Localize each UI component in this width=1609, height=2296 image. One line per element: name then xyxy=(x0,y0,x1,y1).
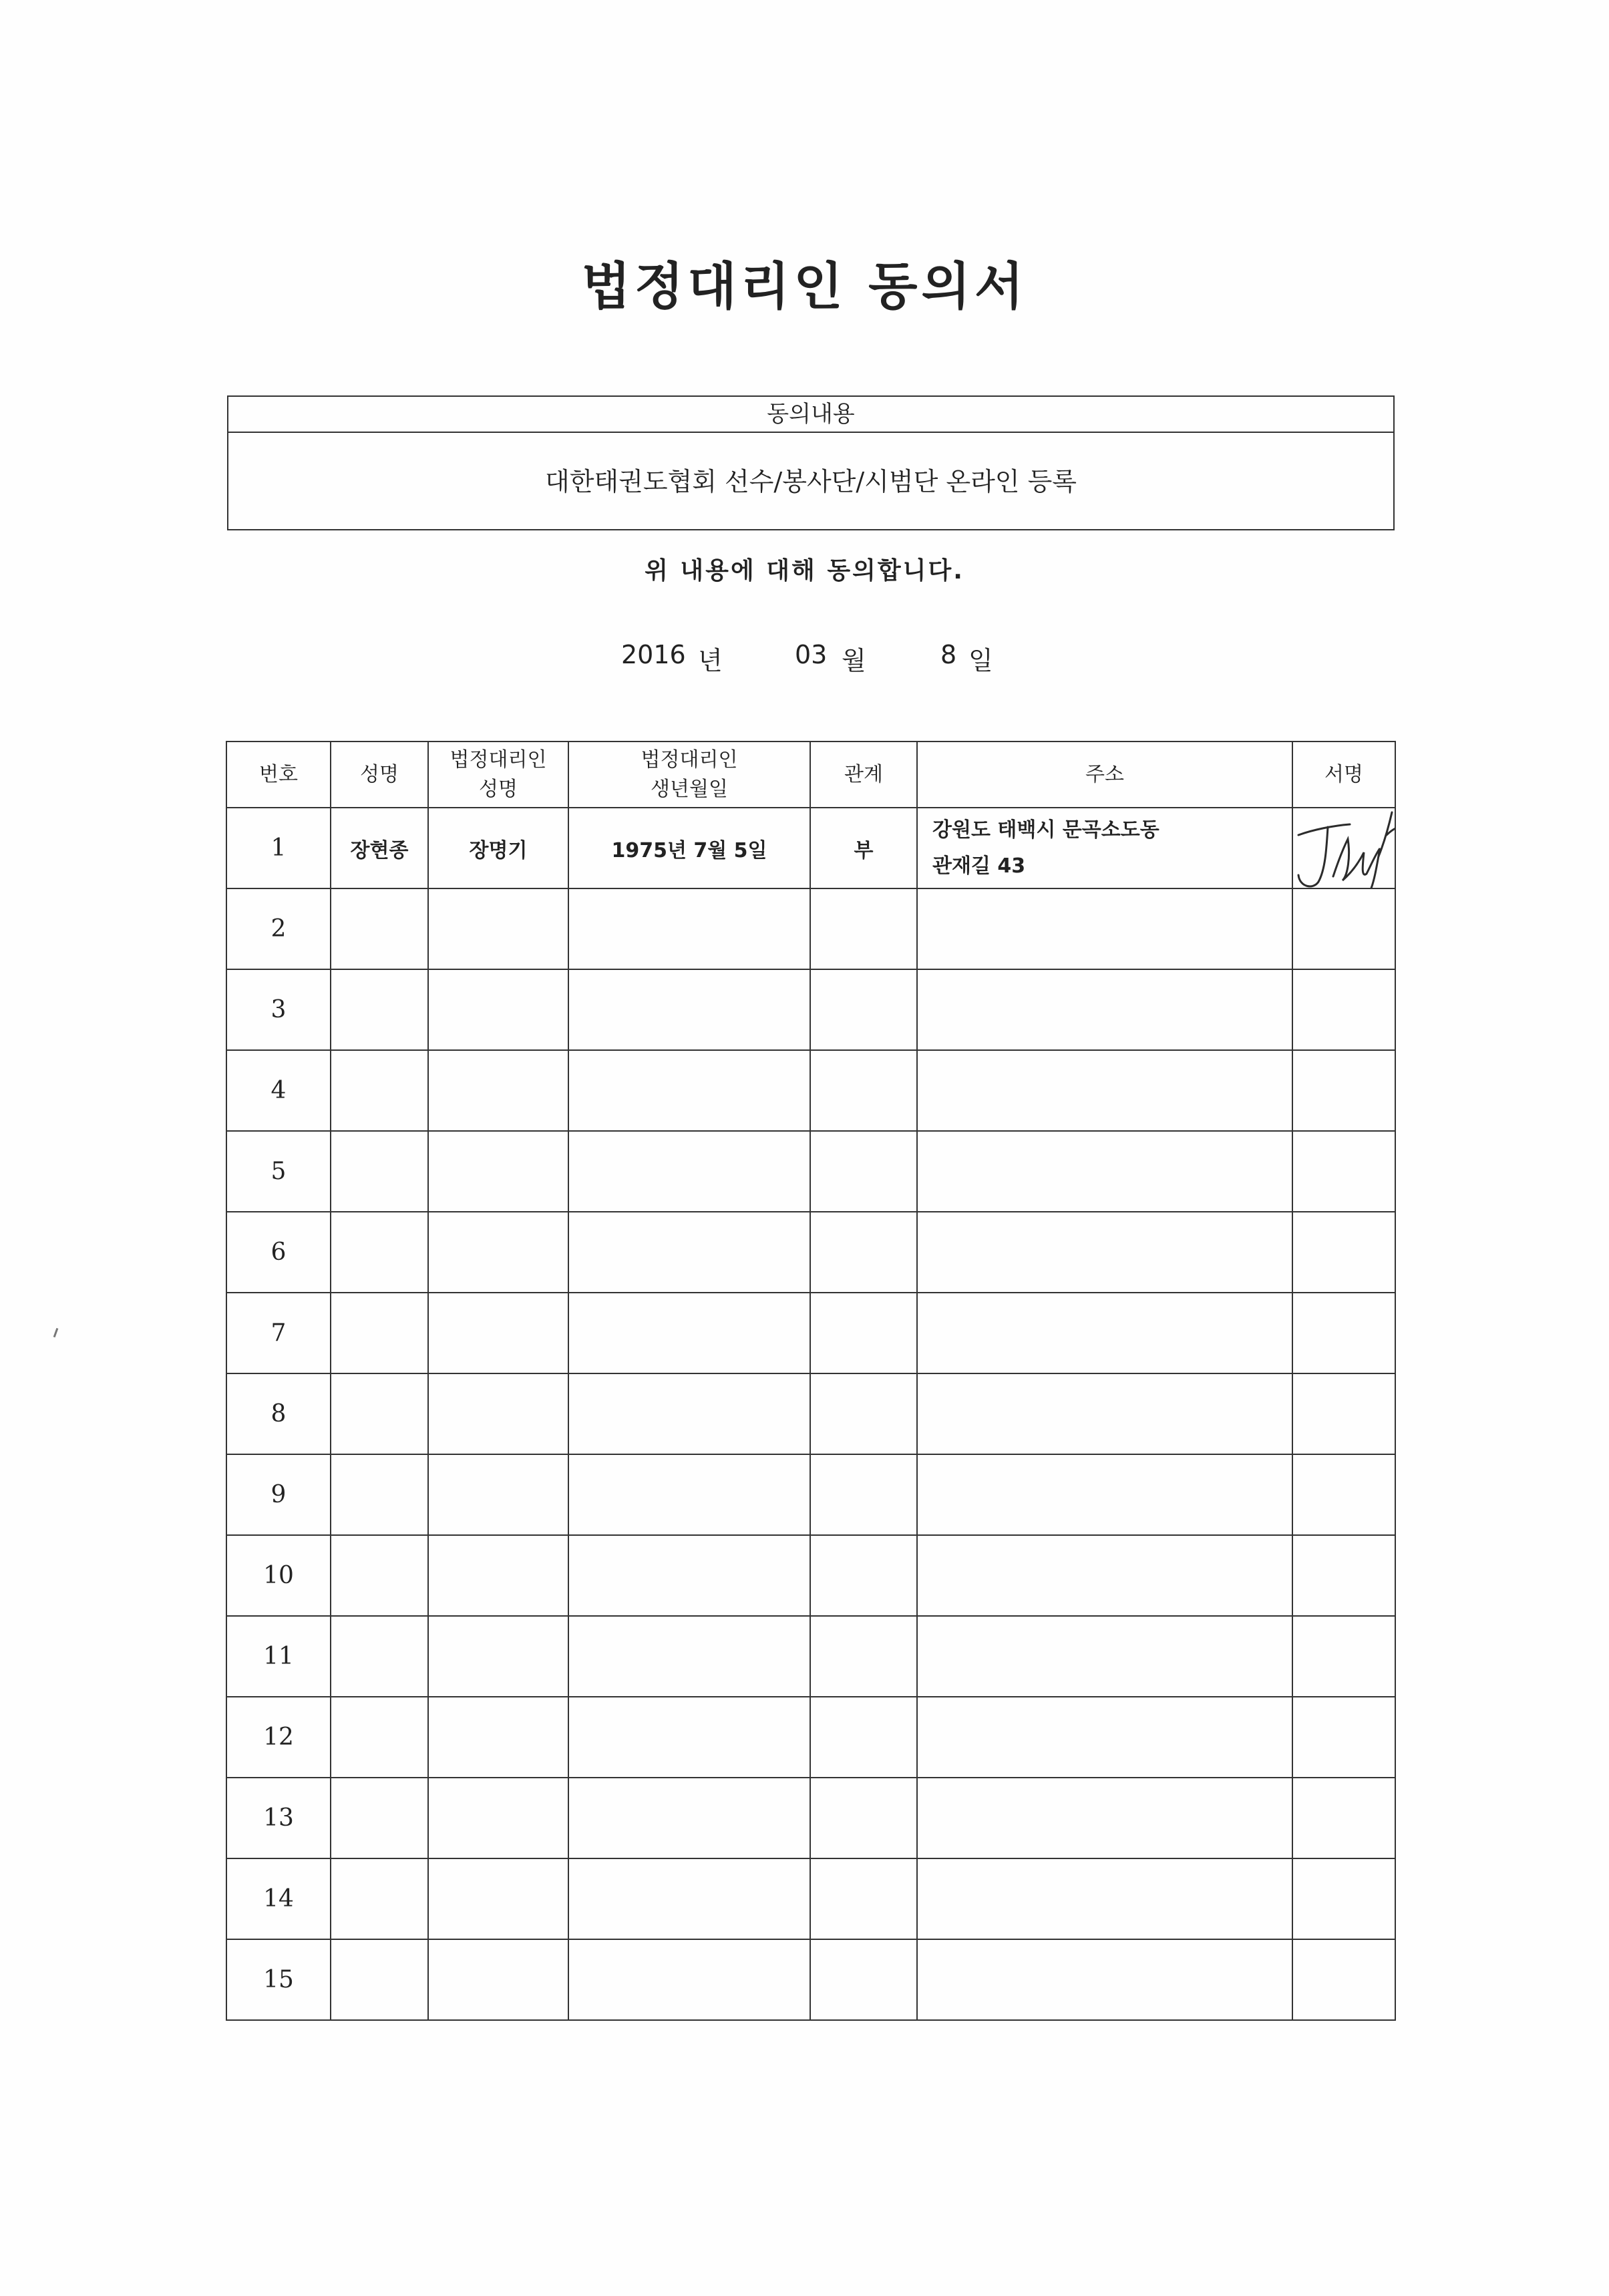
consent-header: 동의내용 xyxy=(228,397,1393,433)
row-signature xyxy=(1292,1858,1395,1939)
row-number: 7 xyxy=(226,1293,331,1373)
row-relation xyxy=(810,1131,917,1212)
header-name: 성명 xyxy=(331,742,428,808)
row-signature xyxy=(1292,1939,1395,2020)
date-month: 03 xyxy=(795,640,828,669)
header-guardian-name xyxy=(428,742,568,808)
row-relation xyxy=(810,1697,917,1778)
row-guardian-name xyxy=(428,1454,568,1535)
handwritten-signature xyxy=(1292,808,1395,888)
row-name xyxy=(331,1535,428,1616)
row-guardian-birth xyxy=(568,1212,810,1293)
row-number: 1 xyxy=(226,808,331,888)
table-row xyxy=(226,1858,1395,1939)
row-signature xyxy=(1292,1050,1395,1131)
row-name xyxy=(331,1939,428,2020)
row-guardian-birth xyxy=(568,1697,810,1778)
row-guardian-birth xyxy=(568,969,810,1050)
row-address xyxy=(917,1373,1292,1454)
date-day-unit: 일 xyxy=(968,646,993,675)
row-guardian-birth xyxy=(568,1616,810,1697)
document-title: 법정대리인 동의서 xyxy=(581,257,1028,316)
row-signature xyxy=(1292,1454,1395,1535)
row-guardian-name xyxy=(428,1939,568,2020)
row-address xyxy=(917,1454,1292,1535)
date-month-unit: 월 xyxy=(842,646,866,675)
row-guardian-name xyxy=(428,1535,568,1616)
row-guardian-birth xyxy=(568,1858,810,1939)
row-name xyxy=(331,1131,428,1212)
row-guardian-birth xyxy=(568,1131,810,1212)
scan-speck xyxy=(53,1328,59,1337)
row-relation xyxy=(810,1939,917,2020)
row-signature xyxy=(1292,1373,1395,1454)
row-name xyxy=(331,1050,428,1131)
table-row xyxy=(226,1373,1395,1454)
row-guardian-name xyxy=(428,1050,568,1131)
row-address xyxy=(917,1050,1292,1131)
row-address xyxy=(917,1616,1292,1697)
row-signature xyxy=(1292,888,1395,969)
row-address xyxy=(917,1858,1292,1939)
row-guardian-name xyxy=(428,1131,568,1212)
row-address xyxy=(917,1778,1292,1858)
header-address: 주소 xyxy=(917,742,1292,808)
row-name xyxy=(331,1778,428,1858)
row-relation xyxy=(810,1858,917,1939)
consent-box xyxy=(227,395,1395,530)
row-signature xyxy=(1292,969,1395,1050)
row-address xyxy=(917,1697,1292,1778)
row-guardian-name xyxy=(428,1373,568,1454)
header-guardian-birth xyxy=(568,742,810,808)
row-address xyxy=(917,969,1292,1050)
row-number: 8 xyxy=(226,1373,331,1454)
row-number: 15 xyxy=(226,1939,331,2020)
row-guardian-birth xyxy=(568,1535,810,1616)
row-number: 10 xyxy=(226,1535,331,1616)
row-guardian-birth xyxy=(568,1373,810,1454)
row-guardian-birth xyxy=(568,1939,810,2020)
row-signature xyxy=(1292,1212,1395,1293)
row-address xyxy=(917,1939,1292,2020)
agreement-statement: 위 내용에 대해 동의합니다. xyxy=(645,557,964,585)
row-relation xyxy=(810,1050,917,1131)
row-name xyxy=(331,1858,428,1939)
table-row xyxy=(226,1454,1395,1535)
row-signature xyxy=(1292,1697,1395,1778)
row-relation xyxy=(810,1616,917,1697)
table-row xyxy=(226,1778,1395,1858)
row-guardian-birth xyxy=(568,888,810,969)
row-address xyxy=(917,1535,1292,1616)
row-guardian-name xyxy=(428,888,568,969)
row-relation xyxy=(810,1454,917,1535)
row-guardian-name xyxy=(428,1616,568,1697)
header-signature: 서명 xyxy=(1292,742,1395,808)
row-number: 3 xyxy=(226,969,331,1050)
date-year: 2016 xyxy=(621,640,686,669)
row-name xyxy=(331,1697,428,1778)
row-address-line1: 강원도 태백시 문곡소도동 xyxy=(932,818,1159,842)
row-name xyxy=(331,1212,428,1293)
header-number: 번호 xyxy=(226,742,331,808)
table-row xyxy=(226,1212,1395,1293)
row-address xyxy=(917,808,1292,888)
row-signature xyxy=(1292,1131,1395,1212)
row-address-line2: 관재길 43 xyxy=(932,854,1026,878)
table-row xyxy=(226,969,1395,1050)
row-relation xyxy=(810,1373,917,1454)
row-address xyxy=(917,1212,1292,1293)
row-number: 9 xyxy=(226,1454,331,1535)
row-number: 13 xyxy=(226,1778,331,1858)
row-guardian-name: 장명기 xyxy=(428,808,568,888)
row-signature xyxy=(1292,1616,1395,1697)
row-address xyxy=(917,1131,1292,1212)
row-guardian-name xyxy=(428,1697,568,1778)
row-number: 14 xyxy=(226,1858,331,1939)
row-signature xyxy=(1292,1293,1395,1373)
row-number: 11 xyxy=(226,1616,331,1697)
row-signature xyxy=(1292,1535,1395,1616)
row-number: 5 xyxy=(226,1131,331,1212)
row-number: 6 xyxy=(226,1212,331,1293)
table-row xyxy=(226,808,1395,888)
row-guardian-name xyxy=(428,969,568,1050)
table-row xyxy=(226,1535,1395,1616)
row-guardian-birth xyxy=(568,1293,810,1373)
row-signature xyxy=(1292,1778,1395,1858)
row-guardian-name xyxy=(428,1858,568,1939)
table-row xyxy=(226,1293,1395,1373)
guardian-table xyxy=(226,741,1396,2021)
row-relation xyxy=(810,1212,917,1293)
row-name xyxy=(331,1454,428,1535)
header-relation: 관계 xyxy=(810,742,917,808)
header-guardian-birth-line1: 법정대리인 xyxy=(641,748,738,772)
row-name xyxy=(331,969,428,1050)
row-name xyxy=(331,1293,428,1373)
row-name xyxy=(331,1616,428,1697)
row-relation xyxy=(810,1778,917,1858)
header-guardian-name-line1: 법정대리인 xyxy=(450,748,547,772)
row-relation xyxy=(810,969,917,1050)
row-relation xyxy=(810,1293,917,1373)
row-guardian-birth xyxy=(568,1454,810,1535)
row-relation xyxy=(810,888,917,969)
table-row xyxy=(226,1697,1395,1778)
header-guardian-birth-line2: 생년월일 xyxy=(651,777,728,801)
row-name xyxy=(331,888,428,969)
table-row xyxy=(226,1050,1395,1131)
row-relation xyxy=(810,1535,917,1616)
row-address xyxy=(917,888,1292,969)
date-year-unit: 년 xyxy=(698,646,723,675)
table-row xyxy=(226,1131,1395,1212)
row-number: 4 xyxy=(226,1050,331,1131)
table-row xyxy=(226,888,1395,969)
row-signature xyxy=(1292,808,1395,888)
table-row xyxy=(226,1939,1395,2020)
row-guardian-birth xyxy=(568,1050,810,1131)
row-address xyxy=(917,1293,1292,1373)
consent-content: 대한태권도협회 선수/봉사단/시범단 온라인 등록 xyxy=(544,467,1077,496)
header-guardian-name-line2: 성명 xyxy=(479,777,518,801)
row-name: 장현종 xyxy=(331,808,428,888)
row-number: 12 xyxy=(226,1697,331,1778)
row-guardian-name xyxy=(428,1293,568,1373)
table-header-row xyxy=(226,742,1395,808)
date-day: 8 xyxy=(940,640,957,669)
row-relation: 부 xyxy=(810,808,917,888)
table-row xyxy=(226,1616,1395,1697)
row-guardian-birth xyxy=(568,1778,810,1858)
row-guardian-name xyxy=(428,1778,568,1858)
row-guardian-birth: 1975년 7월 5일 xyxy=(568,808,810,888)
row-guardian-name xyxy=(428,1212,568,1293)
row-name xyxy=(331,1373,428,1454)
row-number: 2 xyxy=(226,888,331,969)
